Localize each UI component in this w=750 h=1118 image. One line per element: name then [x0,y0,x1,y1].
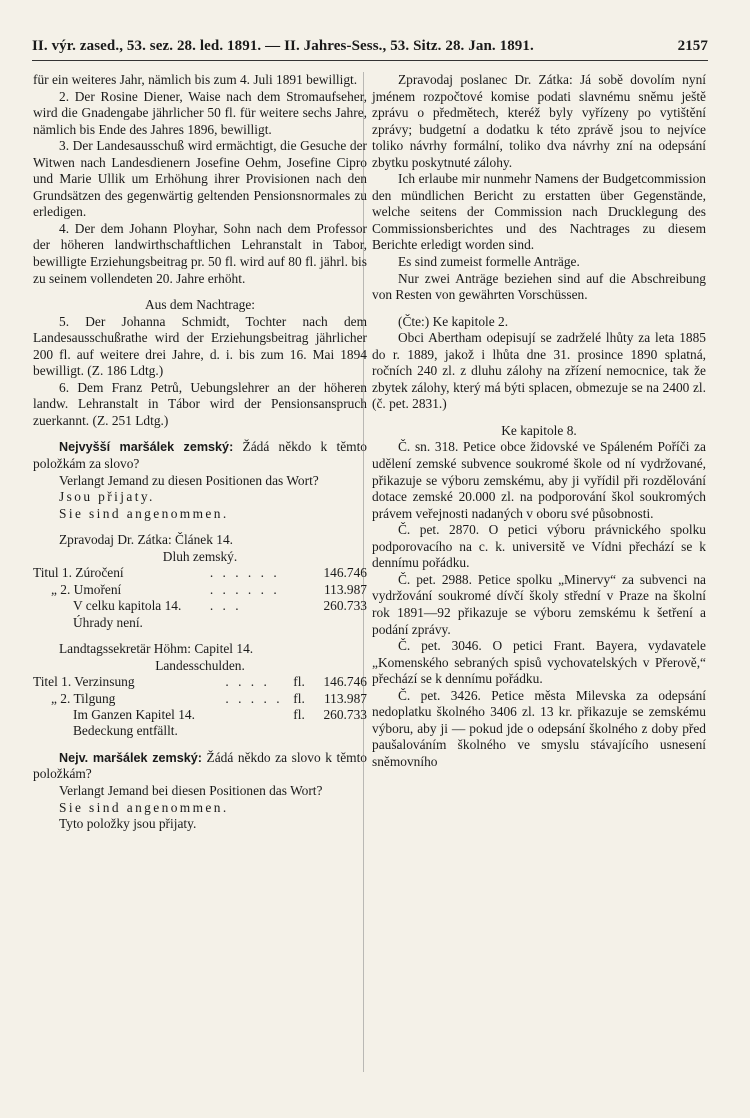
row-label: Titel 1. Verzinsung [33,674,135,690]
paragraph: 2. Der Rosine Diener, Waise nach dem Stromaufseher, wird die Gnadengabe jährlicher 50 fl. für weitere sechs Jahre, nämlich bis Ende des Jahres 1896, bewilligt. [33,88,367,137]
left-column [33,72,367,833]
table-row [33,707,367,723]
paragraph: 6. Dem Franz Petrů, Uebungslehrer an der höheren landw. Lehranstalt in Tábor wird der Pensionsanspruch zuerkannt. (Z. 251 Ldtg.) [33,379,367,428]
paragraph: Es sind zumeist formelle Anträge. [398,254,580,270]
paragraph: Č. pet. 3046. O petici Frant. Bayera, vydavatele „Komenského sebraných spisů vychovatelských v Přerově,“ přechází se k dennímu pořádku. [372,638,706,687]
row-leader: . . . . . [225,690,283,706]
paragraph: Verlangt Jemand bei diesen Positionen das Wort? [59,783,323,799]
coverage-note: Bedeckung entfällt. [73,723,178,739]
speaker-name: Nejv. maršálek zemský: [59,750,202,765]
paragraph: Č. pet. 2988. Petice spolku „Minervy“ za subvenci na vydržování soukromé dívčí školy střední v Praze na školní rok 1891—92 přikazuje se výboru zemskému k šetření a podání zprávy. [372,571,706,637]
speaker-statement [33,750,367,783]
row-label: „ 2. Tilgung [51,690,116,706]
spacer [33,522,367,532]
paragraph: Obci Abertham odepisují se zadrželé lhůty za leta 1885 do r. 1889, jakož i lhůta dne 31. prosince 1890 splatná, ročních 240 zl. z dluhu zálohy na zřízení nemocnice, tak že zbytek zálohy, který má býti splacen, obmezuje se na 2400 zl. (č. pet. 2831.) [372,330,706,412]
table-row [33,565,367,581]
spacer [33,631,367,641]
spacer [33,287,367,297]
row-currency [293,565,315,581]
table-row [33,582,367,598]
header-title: II. výr. zased., 53. sez. 28. led. 1891. — II. Jahres-Sess., 53. Sitz. 28. Jan. 1891. [32,38,534,54]
row-leader: . . . . [225,674,270,690]
secretary-line: Landtagssekretär Höhm: Capitel 14. [59,641,254,657]
row-value: 146.746 [323,565,367,581]
spacer [33,740,367,750]
resolution: Sie sind angenommen. [59,799,229,815]
header-rule [32,60,708,61]
paragraph: 5. Der Johanna Schmidt, Tochter nach dem Landesausschußrathe wird der Erziehungsbeitrag jährlicher 200 fl. auf weitere drei Jahre, d. i. bis zum 16. Mai 1894 bewilligt. (Z. 186 Ldtg.) [33,313,367,379]
spacer [33,429,367,439]
paragraph: Ich erlaube mir nunmehr Namens der Budgetcommission den mündlichen Bericht zu erstatten über Gegenstände, welche seitens der Commission nach Drucklegung des Commissionsberichtes und des Nachtrages zu diesem Berichte erledigt worden sind. [372,171,706,253]
row-label: „ 2. Umoření [51,581,122,597]
right-column [372,72,706,770]
row-currency [293,598,315,614]
speaker-text: Žádá někdo za slovo k těmto položkám? [33,749,367,782]
speaker-name: Nejvyšší maršálek zemský: [59,440,234,455]
row-currency: fl. [293,706,305,722]
spacer [372,304,706,314]
row-leader: . . . . . . [209,565,280,581]
section-heading: (Čte:) Ke kapitole 2. [398,313,509,329]
paragraph: für ein weiteres Jahr, nämlich bis zum 4. Juli 1891 bewilligt. [33,72,358,87]
paragraph: Verlangt Jemand zu diesen Positionen das Wort? [59,472,319,488]
row-value: 260.733 [323,706,367,722]
row-value: 113.987 [323,581,367,597]
row-label: Im Ganzen Kapitel 14. [73,706,195,722]
row-currency: fl. [293,690,305,706]
spacer [372,413,706,423]
speaker-statement [33,439,367,472]
budget-table-cz [33,565,367,614]
row-label: V celku kapitola 14. [73,598,182,614]
paragraph: Zpravodaj poslanec Dr. Zátka: Já sobě dovolím nyní jménem rozpočtové komise podati slavnému sněmu ještě zprávu o předmětech, kteréž byly vyřízeny po vytištění zprávy; budgetní a dodatku k této zprávě jsou to nejvíce toliko návrhy formální, toliko dva návrhy zní na odepsání zbytku poskytnuté zálohy. [372,72,706,170]
resolution: Tyto položky jsou přijaty. [59,816,197,832]
page-number: 2157 [677,38,708,54]
paragraph: 4. Der dem Johann Ployhar, Sohn nach dem Professor der höheren landwirthschaftlichen Lehranstalt in Tabor, bewilligte Erziehungsbeitrag pr. 50 fl. wird auf 80 fl. jährl. bis zu seinem vollendeten 20. Jahre erhöht. [33,220,367,286]
row-leader: . . . [209,598,242,614]
table-row [33,674,367,690]
reporter-line: Zpravodaj Dr. Zátka: Článek 14. [59,532,234,548]
section-heading: Aus dem Nachtrage: [144,297,256,313]
row-leader: . . . . . . [209,581,280,597]
paragraph: Č. pet. 2870. O petici výboru právnického spolku podporovacího na c. k. universitě ve Vídni přechází se k dennímu pořádku. [372,522,706,571]
paragraph: Č. sn. 318. Petice obce židovské ve Spáleném Poříči za udělení zemské subvence soukromé škole od ní vydržované, přikazuje se výboru zemskému, aby ji vyřídil při rozdělování dotace zemské 20.000 zl. na podporování škol soukromých právem veřejnosti nadaných v oboru své působnosti. [372,439,706,521]
budget-table-de [33,674,367,723]
row-leader [225,707,293,723]
table-row [33,598,367,614]
table-row [33,691,367,707]
paragraph: Č. pet. 3426. Petice města Milevska za odepsání nedoplatku školného 3406 zl. 13 kr. přikazuje se zemskému výboru, aby ji — pokud jde o odepsání školného z doby před paušalováním školného ve smyslu stávajícího usnesení sněmovního [372,687,706,769]
resolution: Jsou přijaty. [59,489,155,505]
row-value: 260.733 [323,598,367,614]
row-currency: fl. [293,674,305,690]
resolution: Sie sind angenommen. [59,505,229,521]
section-heading: Ke kapitole 8. [501,422,577,438]
paragraph: 3. Der Landesausschuß wird ermächtigt, die Gesuche der Witwen nach Landesdienern Josefine Oehm, Josefine Cipro und Marie Ullik um Erhöhung ihrer Provisionen nach den Grundsätzen des gegenwärtig geltenden Pensionsnormales zu erledigen. [33,138,367,220]
row-value: 113.987 [323,690,367,706]
row-currency [293,582,315,598]
chapter-heading: Landesschulden. [155,657,245,673]
speaker-text: Žádá někdo k těmto položkám za slovo? [33,439,367,472]
page-header [32,38,708,55]
row-value: 146.746 [323,674,367,690]
coverage-note: Úhrady není. [73,614,143,630]
row-label: Titul 1. Zúročení [33,565,124,581]
paragraph: Nur zwei Anträge beziehen sind auf die Abschreibung von Resten von gewährten Vorschüssen. [372,270,706,303]
chapter-heading: Dluh zemský. [162,548,238,564]
